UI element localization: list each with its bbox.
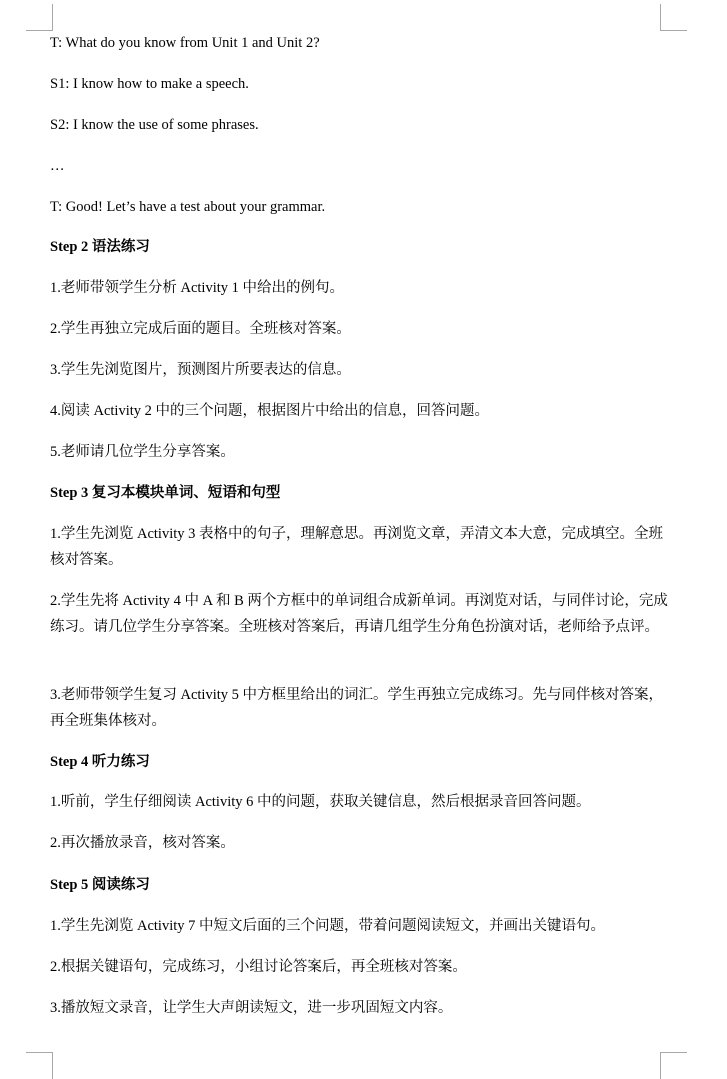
- page-corner-mark-top-left: [26, 4, 53, 31]
- step-5-item: 3.播放短文录音，让学生大声朗读短文，进一步巩固短文内容。: [50, 1000, 453, 1016]
- dialogue-line-teacher-question: T: What do you know from Unit 1 and Unit 2?: [50, 35, 320, 51]
- page-corner-mark-top-right: [660, 4, 687, 31]
- dialogue-line-student-1: S1: I know how to make a speech.: [50, 76, 249, 92]
- step-3-item: 1.学生先浏览 Activity 3 表格中的句子，理解意思。再浏览文章，弄清文本大意，完成填空。全班核对答案。: [50, 526, 664, 568]
- dialogue-line-teacher-reply: T: Good! Let’s have a test about your grammar.: [50, 199, 326, 215]
- step-4-heading: Step 4 听力练习: [50, 754, 150, 770]
- page-corner-mark-bottom-left: [26, 1052, 53, 1079]
- step-2-item: 1.老师带领学生分析 Activity 1 中给出的例句。: [50, 280, 345, 296]
- page-corner-mark-bottom-right: [660, 1052, 687, 1079]
- step-2-item: 5.老师请几位学生分享答案。: [50, 444, 235, 460]
- step-4-item: 2.再次播放录音，核对答案。: [50, 835, 235, 851]
- step-5-heading: Step 5 阅读练习: [50, 877, 150, 893]
- step-3-heading: Step 3 复习本模块单词、短语和句型: [50, 485, 281, 501]
- dialogue-ellipsis: …: [50, 158, 65, 174]
- step-3-item: 3.老师带领学生复习 Activity 5 中方框里给出的词汇。学生再独立完成练习。先与同伴核对答案，再全班集体核对。: [50, 687, 664, 729]
- step-4-item: 1.听前，学生仔细阅读 Activity 6 中的问题，获取关键信息，然后根据录音回答问题。: [50, 794, 591, 810]
- step-2-item: 3.学生先浏览图片，预测图片所要表达的信息。: [50, 362, 351, 378]
- step-2-heading: Step 2 语法练习: [50, 239, 150, 255]
- step-2-item: 4.阅读 Activity 2 中的三个问题，根据图片中给出的信息，回答问题。: [50, 403, 490, 419]
- dialogue-line-student-2: S2: I know the use of some phrases.: [50, 117, 259, 133]
- step-5-item: 1.学生先浏览 Activity 7 中短文后面的三个问题，带着问题阅读短文，并画出关键语句。: [50, 918, 606, 934]
- step-3-item: 2.学生先将 Activity 4 中 A 和 B 两个方框中的单词组合成新单词。再浏览对话，与同伴讨论，完成练习。请几位学生分享答案。全班核对答案后，再请几组学生分角色扮演对话，老师给予点评。: [50, 593, 668, 635]
- step-2-item: 2.学生再独立完成后面的题目。全班核对答案。: [50, 321, 351, 337]
- step-5-item: 2.根据关键语句，完成练习，小组讨论答案后，再全班核对答案。: [50, 959, 467, 975]
